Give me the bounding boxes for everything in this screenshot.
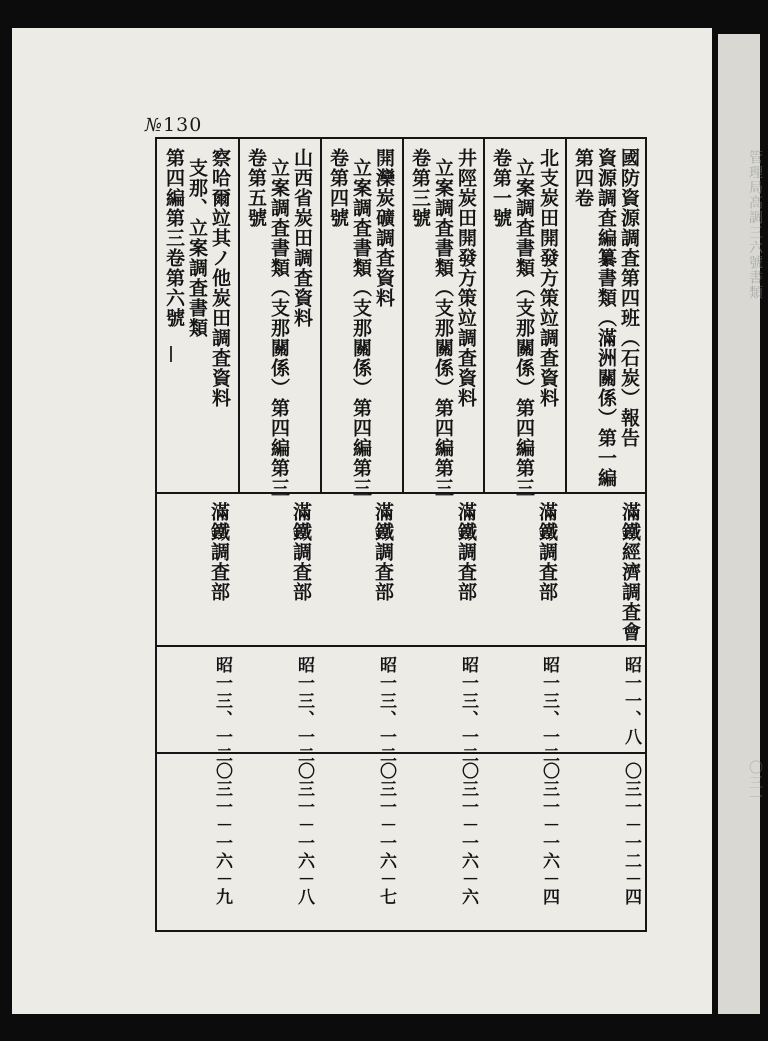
row-divider bbox=[402, 137, 404, 493]
page-number-prefix: № bbox=[145, 115, 164, 136]
column-divider bbox=[155, 645, 647, 647]
record-code: 〇三一－一六－六 bbox=[458, 762, 478, 906]
record-title-line: 立案調査書類（支那關係）第四編第三 bbox=[268, 158, 290, 498]
record-title-line: 立案調査書類（支那關係）第四編第三 bbox=[432, 158, 454, 498]
table-left-edge bbox=[155, 137, 157, 932]
record-title-line: 卷第四號 bbox=[327, 148, 349, 228]
bleed-through-text: 〇三一 bbox=[747, 760, 763, 805]
row-divider bbox=[645, 137, 647, 932]
pencil-mark bbox=[170, 346, 172, 362]
record-title-line: 卷第五號 bbox=[245, 148, 267, 228]
record-code: 〇三一－一六－四 bbox=[539, 762, 559, 906]
record-organization: 滿鐵調査部 bbox=[208, 502, 230, 602]
record-title-line: 山西省炭田調査資料 bbox=[291, 148, 313, 328]
record-title-line: 卷第三號 bbox=[409, 148, 431, 228]
record-code: 〇三一－一二－四 bbox=[621, 762, 641, 906]
record-organization: 滿鐵調査部 bbox=[455, 502, 477, 602]
record-title-line: 支那、立案調査書類 bbox=[186, 158, 208, 338]
record-date: 昭一三、一二 bbox=[539, 656, 559, 764]
record-title-line: 立案調査書類（支那關係）第四編第三 bbox=[350, 158, 372, 498]
row-divider bbox=[238, 137, 240, 493]
record-code: 〇三一－一六－八 bbox=[294, 762, 314, 906]
record-title-line: 開灤炭礦調査資料 bbox=[373, 148, 395, 308]
row-divider bbox=[483, 137, 485, 493]
record-date: 昭一一、八 bbox=[621, 656, 641, 746]
record-organization: 滿鐵經濟調査會 bbox=[619, 502, 641, 642]
record-title-line: 井陘炭田開發方策竝調査資料 bbox=[455, 148, 477, 408]
record-date: 昭一三、一二 bbox=[376, 656, 396, 764]
row-divider bbox=[565, 137, 567, 493]
record-title-line: 資源調査編纂書類（滿洲關係）第一編 bbox=[595, 148, 617, 488]
row-divider bbox=[320, 137, 322, 493]
table-bottom-rule bbox=[155, 930, 647, 932]
record-organization: 滿鐵調査部 bbox=[536, 502, 558, 602]
record-code: 〇三一－一六－九 bbox=[212, 762, 232, 906]
record-title-line: 第四卷 bbox=[572, 148, 594, 208]
record-title-line: 第四編第三卷第六號 bbox=[163, 148, 185, 328]
table-top-rule bbox=[155, 137, 647, 139]
record-date: 昭一三、一二 bbox=[458, 656, 478, 764]
record-date: 昭一三、一二 bbox=[212, 656, 232, 764]
page-number-value: 130 bbox=[163, 114, 203, 136]
record-title-line: 卷第一號 bbox=[490, 148, 512, 228]
record-organization: 滿鐵調査部 bbox=[290, 502, 312, 602]
column-divider bbox=[155, 492, 647, 494]
page-number bbox=[145, 114, 202, 136]
record-title-line: 立案調査書類（支那關係）第四編第三 bbox=[513, 158, 535, 498]
record-title-line: 察哈爾竝其ノ他炭田調査資料 bbox=[209, 148, 231, 408]
record-code: 〇三一－一六－七 bbox=[376, 762, 396, 906]
record-date: 昭一三、一二 bbox=[294, 656, 314, 764]
record-organization: 滿鐵調査部 bbox=[372, 502, 394, 602]
record-title-line: 國防資源調査第四班（石炭）報告 bbox=[618, 148, 640, 448]
bleed-through-text: 管理局高調三六號書類 bbox=[747, 150, 763, 300]
record-title-line: 北支炭田開發方策竝調査資料 bbox=[537, 148, 559, 408]
